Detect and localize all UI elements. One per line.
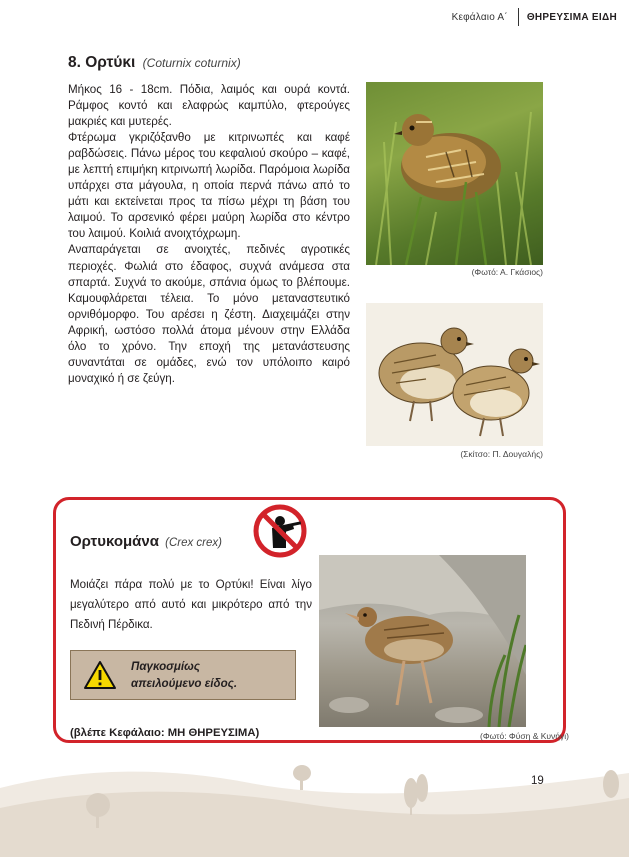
species-latin-name: (Coturnix coturnix) <box>142 56 241 70</box>
header-chapter: Κεφάλαιο Α΄ <box>451 11 508 23</box>
paragraph-plumage: Φτέρωμα γκριζόξανθο με κιτρινωπές και καφέ ραβδώσεις. Πάνω μέρος του κεφαλιού σκούρο – καφέ, με λεπτή επιμήκη κιτρινωπή λωρίδα. Παρόμοια λωρίδα υπάρχει στα μάγουλα, η οποία περνά πάνω από το μάτι και εκτείνεται προς τα πίσω μέχρι τη βάση του λαιμού. Το αρσενικό φέρει μαύρη λωρίδα στο κέντρο του λαιμού. Κοιλιά ανοιχτόχρωμη. <box>68 131 350 241</box>
warning-banner <box>70 650 296 700</box>
page-number: 19 <box>531 775 544 787</box>
quail-sketch-caption: (Σκίτσο: Π. Δουγαλής) <box>460 449 543 459</box>
warning-text <box>131 658 237 692</box>
box-species-name: Ορτυκομάνα <box>70 533 159 550</box>
quail-photo-illustration <box>366 82 543 265</box>
box-title <box>70 533 222 550</box>
box-species-latin-name: (Crex crex) <box>165 537 222 549</box>
article-title <box>68 54 241 72</box>
header-section: ΘΗΡΕΥΣΙΜΑ ΕΙΔΗ <box>526 11 617 23</box>
corncrake-photo-illustration <box>319 555 526 727</box>
quail-photo-caption: (Φωτό: Α. Γκάσιος) <box>471 267 543 277</box>
footer-landscape-decoration <box>0 748 629 857</box>
species-name: 8. Ορτύκι <box>68 54 136 71</box>
article-body <box>68 82 350 387</box>
quail-sketch <box>366 303 543 446</box>
no-hunting-icon <box>253 504 307 558</box>
paragraph-description: Μήκος 16 - 18cm. Πόδια, λαιμός και ουρά κοντά. Ράμφος κοντό και ελαφρώς καμπύλο, φτερούγες μακριές και μυτερές. <box>68 83 350 129</box>
quail-photo <box>366 82 543 265</box>
corncrake-photo-caption: (Φωτό: Φύση & Κυνήγι) <box>480 731 569 741</box>
warning-line-1: Παγκοσμίως <box>131 660 200 673</box>
quail-sketch-illustration <box>366 303 543 446</box>
warning-line-2: απειλούμενο είδος. <box>131 677 238 690</box>
paragraph-habitat: Αναπαράγεται σε ανοιχτές, πεδινές αγροτικές περιοχές. Φωλιά στο έδαφος, συχνά ανάμεσα στα σπαρτά. Συχνά το ακούμε, σπάνια όμως το βλέπουμε. Καμουφλάρεται τέλεια. Το μόνο μεταναστευτικό ορνιθόμορφο. Του αρέσει η ζέστη. Διαχειμάζει στην Αφρική, ωστόσο πολλά άτομα μένουν στην Ελλάδα όλο το χρόνο. Την εποχή της μετανάστευσης συναντάται σε ομάδες, ενώ τον υπόλοιπο καιρό μοναχικό ή σε ζεύγη. <box>68 243 350 385</box>
warning-triangle-icon <box>83 660 117 690</box>
header-divider <box>518 8 519 26</box>
see-also-link: (βλέπε Κεφάλαιο: ΜΗ ΘΗΡΕΥΣΙΜΑ) <box>70 727 260 739</box>
corncrake-photo <box>319 555 526 727</box>
box-description: Μοιάζει πάρα πολύ με το Ορτύκι! Είναι λίγο μεγαλύτερο από αυτό και μικρότερο από την Πεδινή Πέρδικα. <box>70 578 312 631</box>
running-header <box>452 8 617 26</box>
